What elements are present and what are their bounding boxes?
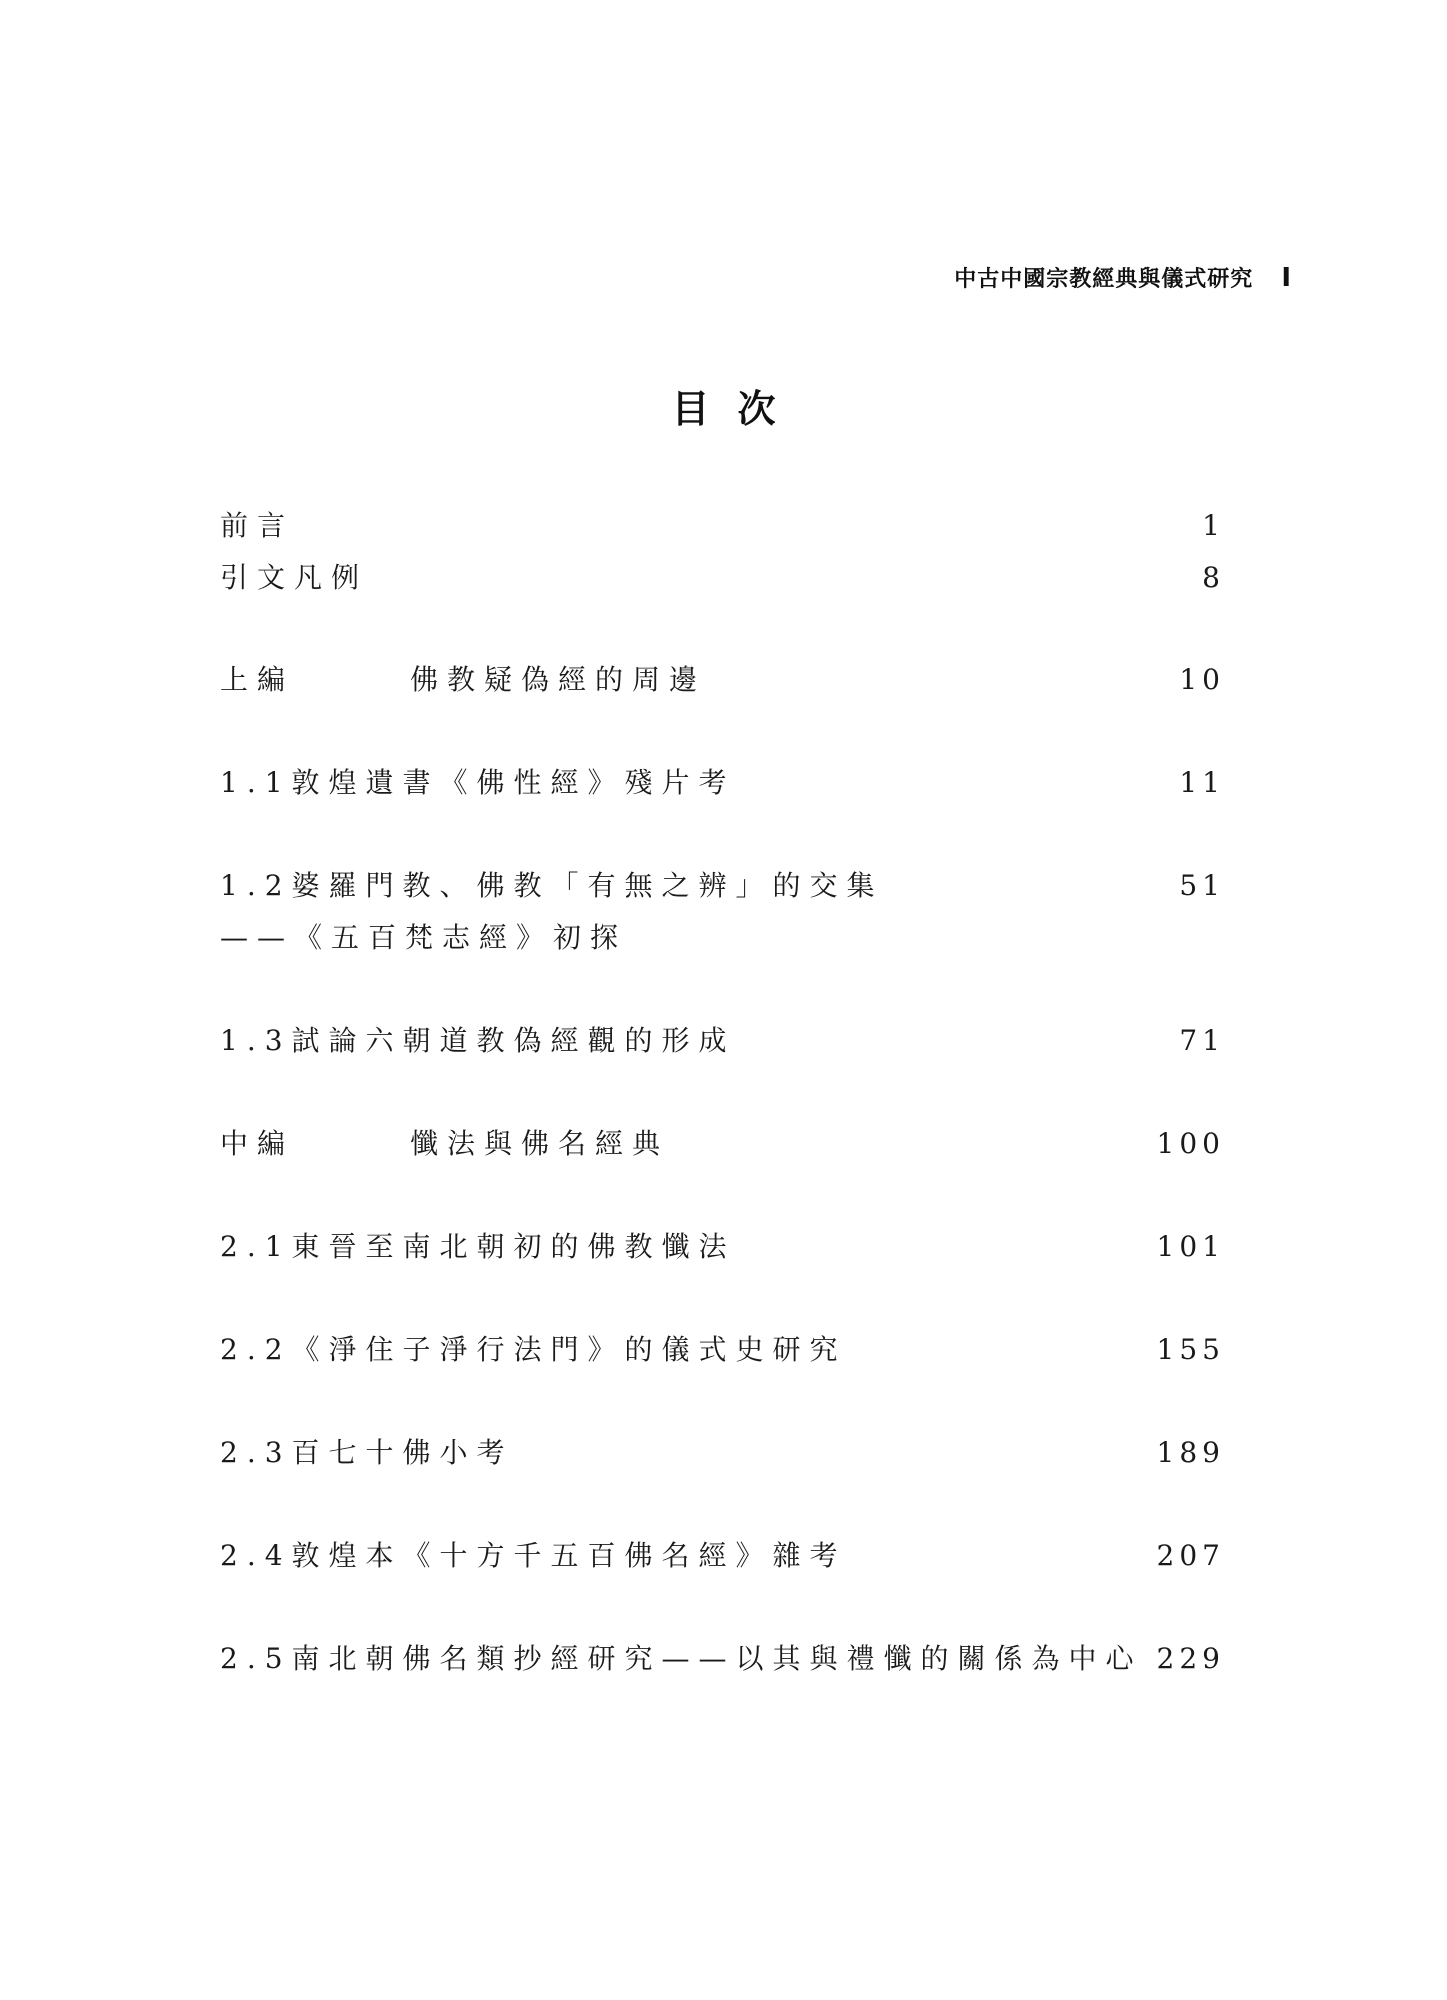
toc-part-heading-upper xyxy=(220,654,1225,706)
toc-entry-preface xyxy=(220,500,1225,552)
toc-page-number: 207 xyxy=(1156,1539,1225,1572)
running-header-title: 中古中國宗教經典與儀式研究 xyxy=(954,267,1254,292)
toc-page-number: 71 xyxy=(1179,1024,1225,1057)
toc-page-number: 229 xyxy=(1156,1642,1225,1675)
toc-entry-label: 2.2《淨住子淨行法門》的儀式史研究 xyxy=(220,1333,847,1366)
toc-entry-1-3 xyxy=(220,1015,1225,1067)
toc-entry-label: 1.2婆羅門教、佛教「有無之辨」的交集 xyxy=(220,869,884,902)
toc-entry-1-1 xyxy=(220,757,1225,809)
toc-entry-2-5 xyxy=(220,1633,1225,1685)
toc-page-number: 11 xyxy=(1179,766,1225,799)
toc-part-heading-middle xyxy=(220,1118,1225,1170)
toc-part-title: 佛教疑偽經的周邊 xyxy=(410,663,707,696)
toc-part-label: 上編 xyxy=(220,663,295,696)
toc-page-number: 155 xyxy=(1156,1333,1225,1366)
toc-entry-label: 1.1敦煌遺書《佛性經》殘片考 xyxy=(220,766,736,799)
toc-entry-2-4 xyxy=(220,1530,1225,1582)
toc-entry-label: 1.3試論六朝道教偽經觀的形成 xyxy=(220,1024,736,1057)
toc-title: 目次 xyxy=(671,387,804,431)
toc-part-label: 中編 xyxy=(220,1127,295,1160)
toc-entry-label: 前言 xyxy=(220,509,295,542)
page-folio: I xyxy=(1281,262,1291,293)
toc-entry-label: 2.5南北朝佛名類抄經研究——以其與禮懺的關係為中心 xyxy=(220,1642,1143,1675)
toc-entry-2-2 xyxy=(220,1324,1225,1376)
toc-page-number: 189 xyxy=(1156,1436,1225,1469)
toc-entry-1-2 xyxy=(220,860,1225,964)
toc-entry-label: 2.4敦煌本《十方千五百佛名經》雜考 xyxy=(220,1539,847,1572)
toc-part-title: 懺法與佛名經典 xyxy=(410,1127,670,1160)
toc-entry-2-3 xyxy=(220,1427,1225,1479)
toc-page-number: 8 xyxy=(1202,561,1225,594)
toc-entry-subtitle: ——《五百梵志經》初探 xyxy=(220,921,628,954)
toc-entry-2-1 xyxy=(220,1221,1225,1273)
toc-entry-label: 2.3百七十佛小考 xyxy=(220,1436,514,1469)
toc-page-number: 101 xyxy=(1156,1230,1225,1263)
toc-entry-label: 2.1東晉至南北朝初的佛教懺法 xyxy=(220,1230,736,1263)
toc-entry-label: 引文凡例 xyxy=(220,561,369,594)
toc-page-number: 100 xyxy=(1156,1127,1225,1160)
toc-page-number: 1 xyxy=(1202,509,1225,542)
toc-page-number: 10 xyxy=(1179,663,1225,696)
toc-page-number: 51 xyxy=(1179,869,1225,902)
running-header xyxy=(954,262,1291,293)
toc-entry-citation-conventions xyxy=(220,552,1225,604)
